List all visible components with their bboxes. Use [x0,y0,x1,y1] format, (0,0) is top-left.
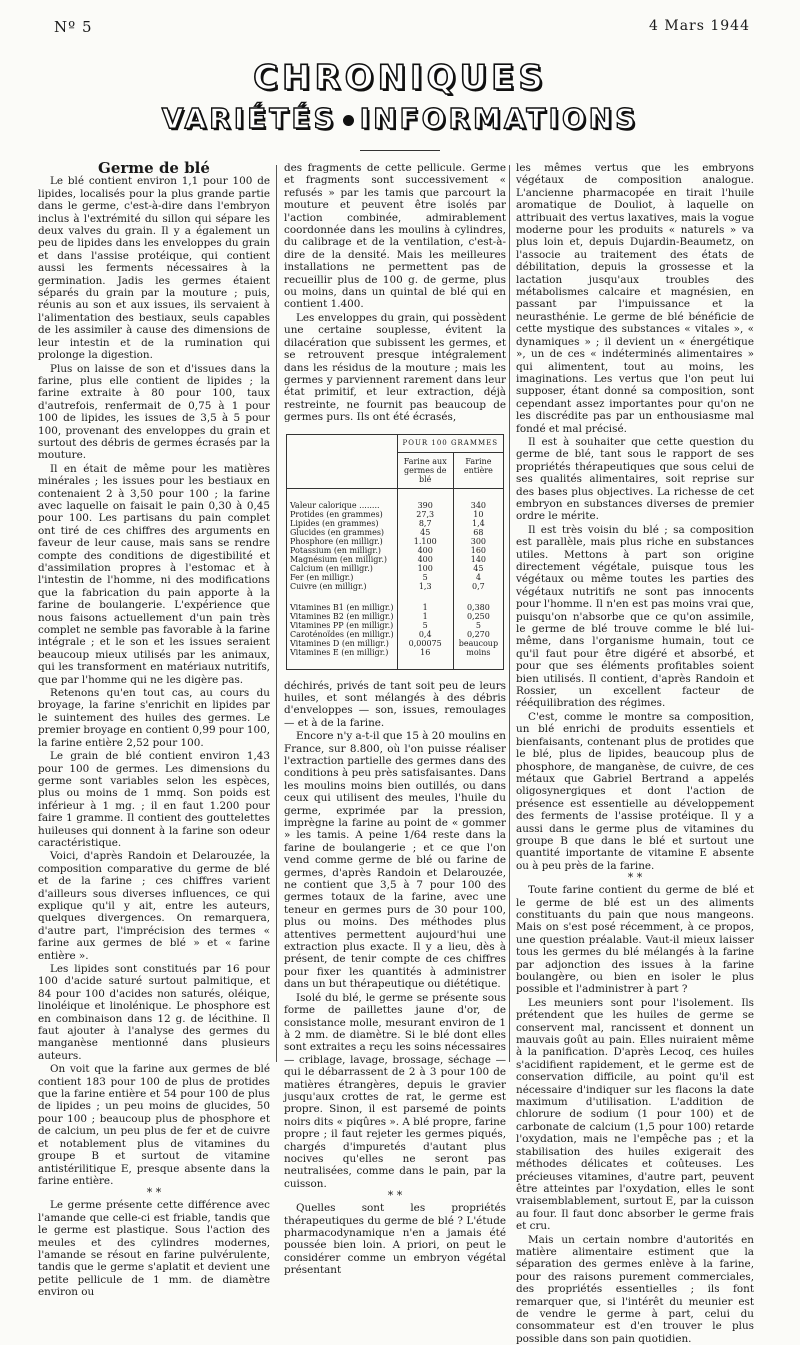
paragraph: Il est à souhaiter que cette question du germe de blé, tant sous le rapport de ses propriétés thérapeutiques que sous celui de ses qualités alimentaires, soit reprise sur des bases plus objectives. La richesse de cet embryon en substances diverses de premier ordre le mérite. [516,435,754,523]
table-cell: 1 [397,603,453,612]
table-row [287,630,504,639]
table-cell: 0,7 [453,582,503,591]
paragraph: Plus on laisse de son et d'issues dans la farine, plus elle contient de lipides ; la farine extraite à 80 pour 100, taux d'autrefois, renfermait de 0,75 à 1 pour 100 de lipides, les issues de 3,5 à 5 pour 100, provenant des enveloppes du grain et surtout des débris de germes écrasés par la mouture. [38,362,270,462]
paragraph: des fragments de cette pellicule. Germe et fragments sont successivement « refusés » par les tamis que parcourt la mouture et peuvent être isolés par l'action combinée, admirablement coordonnée dans les moulins à cylindres, du calibrage et de la ventilation, c'est-à-dire de la densité. Mais les meilleures installations ne permettent pas de recueillir plus de 100 g. de germe, plus ou moins, dans un quintal de blé qui en contient 1.400. [284,162,506,311]
banner-subtitle-left: VARIÉTÉS [161,102,337,135]
table-row-label: Glucides (en grammes) [290,527,385,537]
table-row-label: Vitamines B2 (en milligr.) [290,611,394,621]
section-banner [0,58,800,136]
section-break: * * [387,1189,403,1203]
table-cell: 0,270 [453,630,503,639]
table-cell: 1.100 [397,537,453,546]
table-row [287,537,504,546]
table-row [287,501,504,510]
table-cell: 5 [397,621,453,630]
table-cell: 10 [453,510,503,519]
table-cell: 400 [397,546,453,555]
table-row-label: Vitamines PP (en milligr.) [290,620,394,630]
table-cell: 0,4 [397,630,453,639]
banner-subtitle [0,102,800,136]
table-row [287,519,504,528]
table-cell: 45 [397,528,453,537]
table-row [287,603,504,612]
table-col-header: Farine aux germes de blé [397,452,453,488]
table-cell: 5 [453,621,503,630]
banner-subtitle-right: INFORMATIONS [359,102,639,135]
paragraph: Retenons qu'en tout cas, au cours du broyage, la farine s'enrichit en lipides par le suintement des huiles des germes. Le premier broyage en contient 0,99 pour 100, la farine entière 2,52 pour 100. [38,687,270,749]
table-row [287,528,504,537]
table-row [287,612,504,621]
article-title: Germe de blé [98,159,210,177]
table-row-label: Magnésium (en milligr.) [290,554,388,564]
table-header: POUR 100 GRAMMES [397,434,503,452]
table-cell: 300 [453,537,503,546]
table-cell: 390 [397,501,453,510]
table-cell: 45 [453,564,503,573]
table-row [287,564,504,573]
table-row-label: Potassium (en milligr.) [290,545,382,555]
table-cell: 1,4 [453,519,503,528]
table-row [287,546,504,555]
paragraph: Isolé du blé, le germe se présente sous forme de paillettes jaune d'or, de consistance molle, mesurant environ de 1 à 2 mm. de diamètre. Si le blé dont elles sont extraites a reçu les soins nécessaires — criblage, lavage, brossage, séchage — qui le débarrassent de 2 à 3 pour 100 de matières étrangères, depuis le gravier jusqu'aux crottes de rat, le germe est propre. Sinon, il est parsemé de points noirs dits « piqûres ». A blé propre, farine propre ; il faut rejeter les germes piqués, chargés d'impuretés d'autant plus nocives qu'elles ne seront pas neutralisées, comme dans le pain, par la cuisson. [284,991,507,1190]
table-row [287,639,504,648]
table-row-label: Vitamines B1 (en milligr.) [290,602,394,612]
paragraph: Les lipides sont constitués par 16 pour 100 d'acide saturé surtout palmitique, et 84 pour 100 d'acides non saturés, oléique, linoléique et linolénique. Le phosphore est en combinaison dans 12 g. de lécithine. Il faut ajouter à l'analyse des germes du manganèse mentionné dans plusieurs auteurs. [38,963,270,1062]
paragraph: C'est, comme le montre sa composition, un blé enrichi de produits essentiels et bienfaisants, contenant plus de protides que le blé, plus de lipides, beaucoup plus de phosphore, de manganèse, de cuivre, de ces métaux que Gabriel Bertrand a appelés oligosynergiques et dont l'action de présence est essentielle au développement des ferments de l'assise protéique. Il y a aussi dans le germe plus de vitamines du groupe B que dans le blé et surtout une quantité importante de vitamine E absente ou à peu près de la farine. [516,710,754,872]
paragraph: les mêmes vertus que les embryons végétaux de composition analogue. L'ancienne pharmacopée en tirait l'huile aromatique de Douliot, à laquelle on attribuait des vertus laxatives, mais la vogue moderne pour les produits « naturels » va plus loin et, depuis Dujardin-Beaumetz, on l'associe au traitement des états de débilitation, depuis la grossesse et la lactation jusqu'aux troubles des métabolismes calcaire et magnésien, en passant par l'impuissance et la neurasthénie. Le germe de blé bénéficie de cette mystique des substances « vitales », « dynamiques » ; il devient un « énergétique », un de ces « indéterminés alimentaires » qui alimentent, tout au moins, les imaginations. Les vertus que l'on peut lui supposer, étant donné sa composition, sont cependant assez importantes pour qu'on ne les discrédite pas par un enthousiasme mal fondé et mal précisé. [516,162,754,435]
column-divider [509,165,510,1062]
table-row-label: Phosphore (en milligr.) [290,536,383,546]
column-divider [276,165,277,1062]
paragraph: Voici, d'après Randoin et Delarouzée, la composition comparative du germe de blé et de la farine ; ces chiffres varient d'ailleurs sous diverses influences, ce qui explique qu'il y ait, entre les auteurs, quelques divergences. On remarquera, d'autre part, l'imprécision des termes « farine aux germes de blé » et « farine entière ». [38,850,270,962]
paragraph: Le blé contient environ 1,1 pour 100 de lipides, localisés pour la plus grande partie dans le germe, c'est-à-dire dans l'embryon inclus à l'extrémité du sillon qui sépare les deux valves du grain. Il y a également un peu de lipides dans les enveloppes du grain et dans l'assise protéique, qui contient aussi les ferments nécessaires à la germination. Jadis les germes étaient séparés du grain par la mouture ; puis, réunis au son et aux issues, ils servaient à l'alimentation des bestiaux, seuls capables de les assimiler à cause des dimensions de leur intestin et de la rumination qui prolonge la digestion. [38,175,270,362]
table-cell: 68 [453,528,503,537]
paragraph: déchirés, privés de tant soit peu de leurs huiles, et sont mélangés à des débris d'enveloppes — son, issues, remoulages — et à de la farine. [284,679,506,729]
table-row-label: Vitamines D (en milligr.) [290,638,389,648]
table-row [287,648,504,657]
issue-date: 4 Mars 1944 [649,18,750,34]
table-cell: 400 [397,555,453,564]
column-1 [38,159,270,1299]
paragraph: On voit que la farine aux germes de blé contient 183 pour 100 de plus de protides que la farine entière et 54 pour 100 de plus de lipides ; un peu moins de glucides, 50 pour 100 ; beaucoup plus de phosphore et de calcium, un peu plus de fer et de cuivre et notablement plus de vitamines du groupe B et surtout de vitamine antistérilitique E, presque absente dans la farine entière. [38,1063,270,1187]
table-row-label: Fer (en milligr.) [290,572,354,582]
paragraph: Mais un certain nombre d'autorités en matière alimentaire estiment que la séparation des germes enlève à la farine, pour des raisons purement commerciales, des propriétés essentielles ; ils font remarquer que, si l'intérêt du meunier est de vendre le germe à part, celui du consommateur est d'en trouver le plus possible dans son pain quotidien. [516,1233,754,1345]
table-row-label: Lipides (en grammes) [290,518,379,528]
table-cell: 5 [397,573,453,582]
table-row-label: Caroténoïdes (en milligr.) [290,629,394,639]
paragraph: Toute farine contient du germe de blé et le germe de blé est un des aliments constituants du pain que nous mangeons. Mais on s'est posé récemment, à ce propos, une question préalable. Vaut-il mieux laisser tous les germes du blé mélangés à la farine par adjonction des issues à la farine boulangère, ou bien en isoler le plus possible et l'administrer à part ? [516,884,754,996]
table-corner [287,434,398,452]
table-row-label: Valeur calorique ........ [290,500,380,510]
table-cell: 1,3 [397,582,453,591]
table-row [287,582,504,591]
paragraph: Quelles sont les propriétés thérapeutiques du germe de blé ? L'étude pharmacodynamique n'en a jamais été poussée bien loin. A priori, on peut le considérer comme un embryon végétal présentant [284,1202,506,1277]
table-cell: 0,380 [453,603,503,612]
table-cell: 16 [397,648,453,657]
table-row-label: Protides (en grammes) [290,509,383,519]
table-cell: 4 [453,573,503,582]
paragraph: Le germe présente cette différence avec l'amande que celle-ci est friable, tandis que le germe est plastique. Sous l'action des meules et des cylindres modernes, l'amande se résout en farine pulvérulente, tandis que le germe s'aplatit et devient une petite pellicule de 1 mm. de diamètre environ ou [38,1199,270,1299]
section-break: * * [627,871,643,885]
title-rule [360,150,440,151]
section-break: * * [146,1186,162,1200]
paragraph: Il est très voisin du blé ; sa composition est parallèle, mais plus riche en substances utiles. Mettons à part son origine directement végétale, puisque tous les végétaux ou même toutes les parties des végétaux nutritifs ne sont pas innocents pour l'homme. Il n'en est pas moins vrai que, puisqu'on n'absorbe que ce qu'on assimile, le germe de blé trouve comme le blé lui-même, dans l'organisme humain, tout ce qu'il faut pour être digéré et absorbé, et pour que ses éléments profitables soient bien utilisés. Il contient, d'après Randoin et Rossier, un excellent facteur de rééquilibration des régimes. [516,523,754,710]
table-cell: 100 [397,564,453,573]
bullet-icon [343,115,354,126]
table-row [287,573,504,582]
paragraph: Encore n'y a-t-il que 15 à 20 moulins en France, sur 8.800, où l'on puisse réaliser l'extraction partielle des germes dans des conditions à peu près satisfaisantes. Dans les moulins moins bien outillés, ou dans ceux qui utilisent des meules, l'huile du germe, exprimée par la pression, imprègne la farine au point de « gommer » les tamis. A peine 1/64 reste dans la farine de boulangerie ; et ce que l'on vend comme germe de blé ou farine de germes, d'après Randoin et Delarouzée, ne contient que 3,5 à 7 pour 100 des germes totaux de la farine, avec une teneur en germes purs de 30 pour 100, plus ou moins. Des méthodes plus attentives permettent aujourd'hui une extraction plus exacte. Il y a lieu, dès à présent, de tenir compte de ces chiffres pour fixer les quantités à administrer dans un but thérapeutique ou diététique. [284,730,506,991]
table-cell: 27,3 [397,510,453,519]
issue-number: Nº 5 [54,18,93,36]
table-cell: 340 [453,501,503,510]
banner-title: CHRONIQUES [253,58,547,98]
table-cell: 1 [397,612,453,621]
table-cell: 0,00075 [397,639,453,648]
paragraph: Le grain de blé contient environ 1,43 pour 100 de germes. Les dimensions du germe sont variables selon les espèces, plus ou moins de 1 mmq. Son poids est inférieur à 1 mg. ; il en faut 1.200 pour faire 1 gramme. Il contient des gouttelettes huileuses qui donnent à la farine son odeur caractéristique. [38,750,270,849]
table-col-header: Farine entière [453,452,503,488]
table-row [287,555,504,564]
table-row-label: Cuivre (en milligr.) [290,581,367,591]
table-row [287,621,504,630]
paragraph: Les meuniers sont pour l'isolement. Ils prétendent que les huiles de germe se conservent mal, rancissent et donnent un mauvais goût au pain. Elles nuiraient même à la panification. D'après Lecoq, ces huiles s'acidifient rapidement, et le germe est de conservation difficile, au point qu'il est nécessaire d'indiquer sur les flacons la date maximum d'utilisation. L'addition de chlorure de sodium (1 pour 100) et de carbonate de calcium (1,5 pour 100) retarde l'oxydation, mais ne l'empêche pas ; et la stabilisation des huiles exigerait des méthodes délicates et coûteuses. Les précieuses vitamines, d'autre part, peuvent être atteintes par l'oxydation, elles le sont vraisemblablement, surtout E, par la cuisson au four. Il faut donc absorber le germe frais et cru. [516,996,754,1233]
column-3 [516,162,754,1345]
table-cell: 160 [453,546,503,555]
table-cell: 0,250 [453,612,503,621]
table-row-label: Vitamines E (en milligr.) [290,647,389,657]
table-row [287,510,504,519]
column-2 [284,162,506,1277]
table-cell: 140 [453,555,503,564]
paragraph: Il en était de même pour les matières minérales ; les issues pour les bestiaux en contenaient 2 à 3,50 pour 100 ; la farine avec laquelle on faisait le pain 0,30 à 0,45 pour 100. Les partisans du pain complet ont tiré de ces chiffres des arguments en faveur de leur cause, mais sans se rendre compte des conditions de digestibilité et d'assimilation propres à l'estomac et à l'intestin de l'homme, ni des modifications que la fabrication du pain apporte à la farine de boulangerie. L'expérience que nous faisons actuellement d'un pain très complet ne semble pas favorable à la farine intégrale ; et le son et les issues seraient beaucoup mieux utilisés par les animaux, qui les transforment en matériaux nutritifs, que par l'homme qui ne les digère pas. [38,462,270,686]
paragraph: Les enveloppes du grain, qui possèdent une certaine souplesse, évitent la dilacération que subissent les germes, et se retrouvent presque intégralement dans les résidus de la mouture ; mais les germes y parviennent rarement dans leur état primitif, et leur extraction, déjà restreinte, ne fournit pas beaucoup de germes purs. Ils ont été écrasés, [284,311,506,424]
table-cell: 8,7 [397,519,453,528]
table-corner [287,452,398,488]
table-row-label: Calcium (en milligr.) [290,563,373,573]
table-cell: moins [453,648,503,657]
composition-table [286,434,504,670]
table-cell: beaucoup [453,639,503,648]
